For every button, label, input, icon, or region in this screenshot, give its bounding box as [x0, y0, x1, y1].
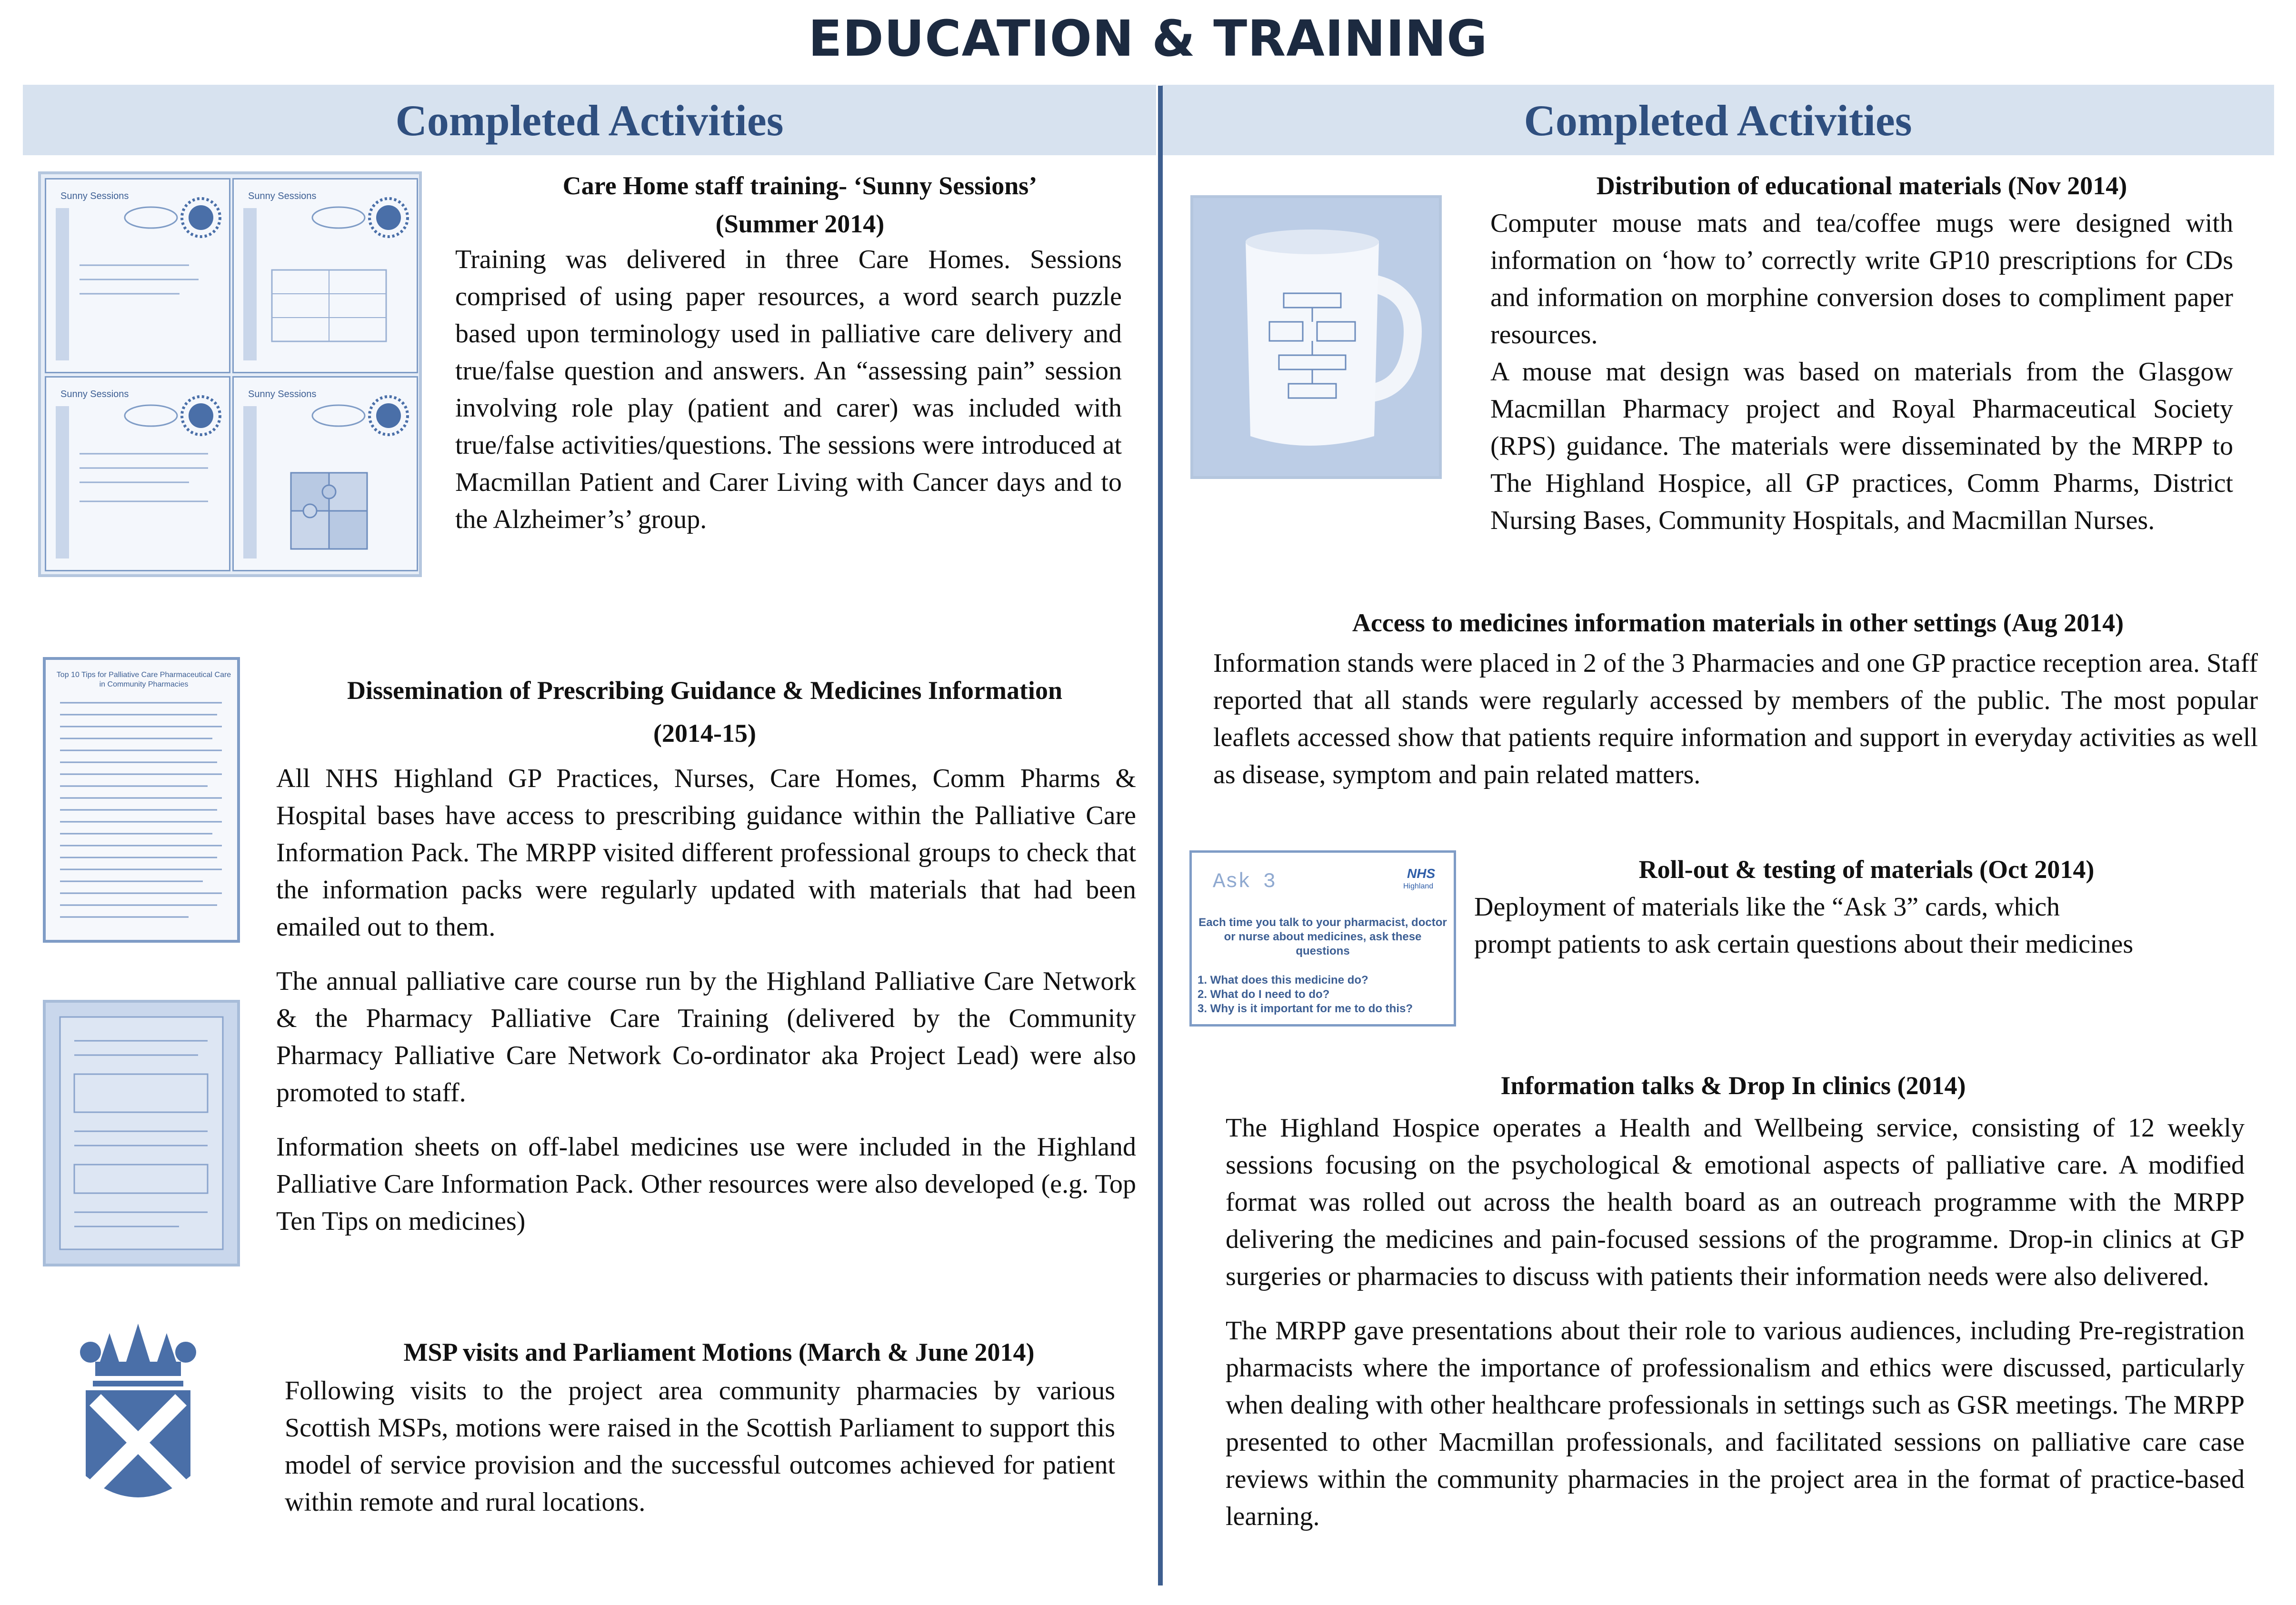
top-ten-tips-image: Top 10 Tips for Palliative Care Pharmaceutical Care in Community Pharmacies [43, 657, 240, 943]
nhs-logo: NHS [1407, 866, 1436, 881]
form-document-icon [55, 1012, 228, 1254]
msp-title: MSP visits and Parliament Motions (March & June 2014) [403, 1338, 1035, 1366]
worksheet-thumbnail: Sunny Sessions [45, 376, 230, 571]
mug-icon [1193, 198, 1439, 476]
ask-three-question: 2. What do I need to do? [1198, 988, 1330, 1001]
access-title: Access to medicines information materials in other settings (Aug 2014) [1352, 608, 2124, 637]
puzzle-icon [234, 378, 417, 570]
mug-image [1190, 195, 1442, 479]
worksheet-thumbnail: Sunny Sessions [232, 178, 418, 373]
ask-three-card-image: Ask 3 NHS Highland Each time you talk to your pharmacist, doctor or nurse about medicines, ask these questions 1. What does this medicine do? 2. What do I need to do? 3. Why is it important for me to do this? [1189, 850, 1456, 1027]
left-column-heading: Completed Activities [395, 96, 784, 145]
prescribing-date: (2014-15) [653, 719, 756, 748]
sun-icon [46, 179, 229, 372]
ask-three-question: 1. What does this medicine do? [1198, 974, 1368, 987]
talks-paragraph: The MRPP gave presentations about their role to various audiences, including Pre-registration pharmacists where the importance of professionalism and ethics were discussed, particularly when dealing with other healthcare professionals in settings such as GSR meetings. The MRPP presented to other Macmillan professionals, and facilitated sessions on palliative care case reviews within the community pharmacies in the project area in the format of practice-based learning. [1226, 1316, 2245, 1531]
talks-paragraph: The Highland Hospice operates a Health and Wellbeing service, consisting of 12 weekly sessions focusing on the psychological & emotional aspects of palliative care. A modified format was rolled out across the health board as an outreach programme with the MRPP delivering the medicines and pain-focused sessions of the programme. Drop-in clinics at GP surgeries or pharmacies to discuss with patients their information needs were also delivered. [1226, 1113, 2245, 1291]
rollout-text: Deployment of materials like the “Ask 3” cards, which prompt patients to ask certain questions about their medicines [1474, 892, 2134, 959]
right-column-heading: Completed Activities [1524, 96, 1912, 145]
rollout-title: Roll-out & testing of materials (Oct 2014) [1638, 855, 2095, 884]
sun-icon [46, 378, 229, 570]
distribution-paragraph: A mouse mat design was based on materials from the Glasgow Macmillan Pharmacy project and Royal Pharmaceutical Society (RPS) guidance. The materials were disseminated by the MRPP to The Highland Hospice, all GP practices, Comm Pharms, District Nursing Bases, Community Hospitals, and Macmillan Nurses. [1490, 357, 2233, 535]
column-divider [1158, 86, 1163, 1585]
access-text: Information stands were placed in 2 of the 3 Pharmacies and one GP practice reception area. Staff reported that all stands were regularly accessed by members of the public. The most popular leaflets accessed show that patients require information and support in everyday activities as well as disease, symptom and pain related matters. [1213, 648, 2258, 789]
distribution-text [1490, 205, 2233, 571]
talks-text [1226, 1109, 2245, 1552]
prescribing-paragraph: The annual palliative care course run by the Highland Palliative Care Network & the Pharmacy Palliative Care Training (delivered by the Community Pharmacy Palliative Care Network Co-ordinator aka Project Lead) were also promoted to staff. [276, 967, 1136, 1107]
ask-three-question: 3. Why is it important for me to do this? [1198, 1002, 1413, 1015]
page-title: EDUCATION & TRAINING [808, 10, 1488, 68]
worksheet-thumbnail: Sunny Sessions [45, 178, 230, 373]
prescribing-paragraph: Information sheets on off-label medicines use were included in the Highland Palliative Care Information Pack. Other resources were also developed (e.g. Top Ten Tips on medicines) [276, 1132, 1136, 1236]
prescribing-paragraph: All NHS Highland GP Practices, Nurses, Care Homes, Comm Pharms & Hospital bases have access to prescribing guidance within the Palliative Care Information Pack. The MRPP visited different professional groups to check that the information packs were regularly updated with materials that had been emailed out to them. [276, 764, 1136, 942]
scottish-parliament-crest-icon [67, 1319, 210, 1519]
talks-title: Information talks & Drop In clinics (2014) [1500, 1071, 1966, 1100]
prescribing-text [276, 760, 1136, 1257]
information-sheet-image [43, 1000, 240, 1266]
distribution-title: Distribution of educational materials (Nov 2014) [1596, 171, 2127, 200]
distribution-paragraph: Computer mouse mats and tea/coffee mugs were designed with information on ‘how to’ correctly write GP10 prescriptions for CDs and information on morphine conversion doses to compliment paper resources. [1490, 209, 2233, 349]
msp-text: Following visits to the project area community pharmacies by various Scottish MSPs, motions were raised in the Scottish Parliament to support this model of service provision and the successful outcomes achieved for patient within remote and rural locations. [285, 1376, 1115, 1517]
ask-three-intro: Each time you talk to your pharmacist, doctor or nurse about medicines, ask these questions [1198, 916, 1447, 957]
sunny-sessions-title: Care Home staff training- ‘Sunny Sessions’ [562, 171, 1038, 200]
worksheet-thumbnail: Sunny Sessions [232, 376, 418, 571]
sunny-sessions-date: (Summer 2014) [715, 209, 885, 238]
prescribing-title: Dissemination of Prescribing Guidance & Medicines Information [347, 676, 1062, 705]
document-lines-icon [46, 693, 237, 936]
sunny-sessions-image [38, 171, 422, 577]
sunny-sessions-text: Training was delivered in three Care Homes. Sessions comprised of using paper resources, a word search puzzle based upon terminology used in palliative care delivery and true/false question and answers. An “assessing pain” session involving role play (patient and carer) was included with true/false activities/questions. The sessions were introduced at Macmillan Patient and Carer Living with Cancer days and to the Alzheimer’s’ group. [455, 245, 1122, 534]
sun-icon [234, 179, 417, 372]
